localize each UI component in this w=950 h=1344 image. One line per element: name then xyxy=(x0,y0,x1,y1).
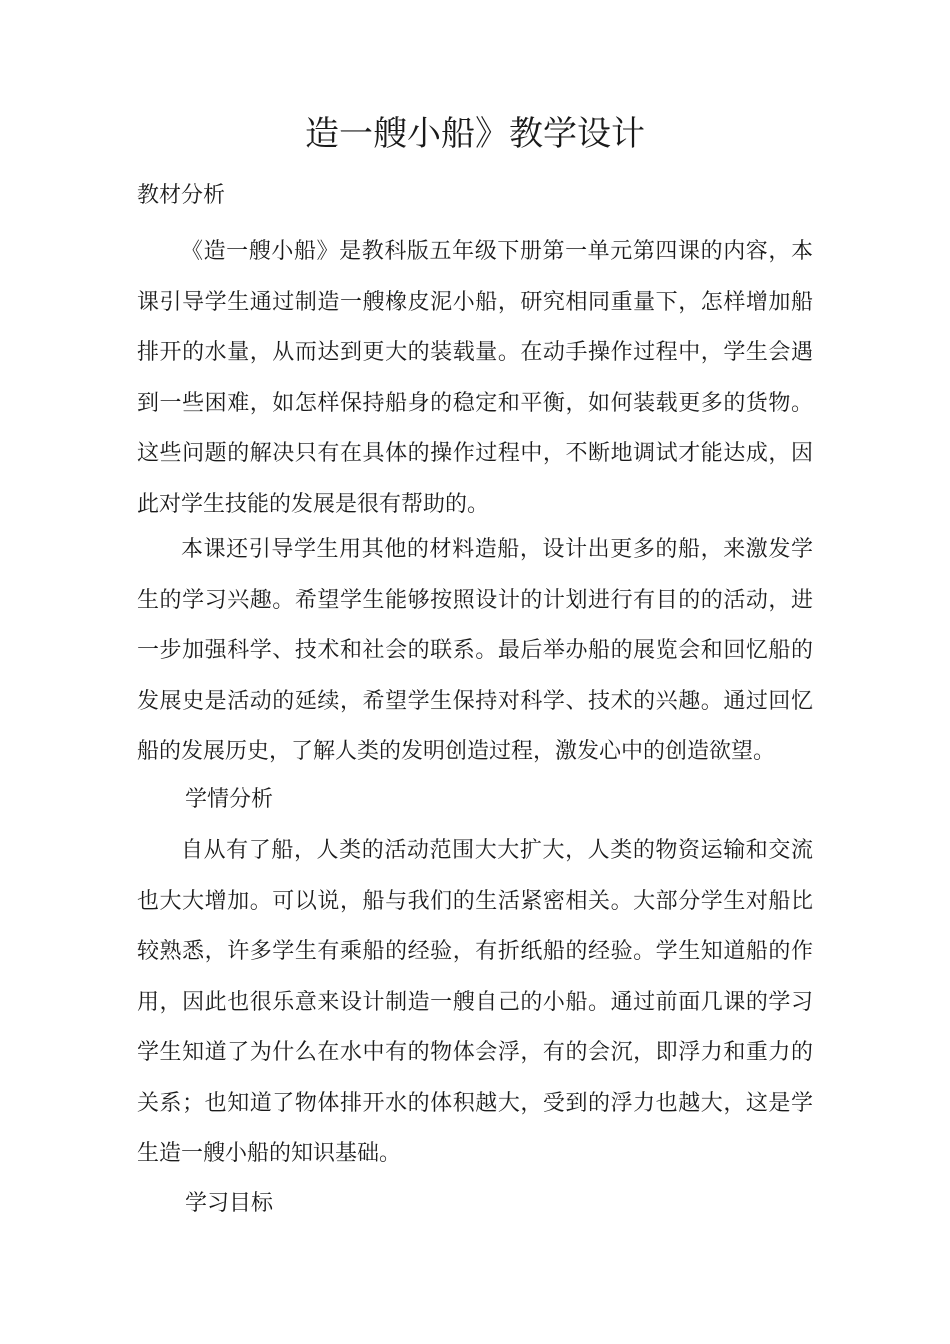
section-heading-student-analysis: 学情分析 xyxy=(185,787,274,812)
document-title: 造一艘小船》教学设计 xyxy=(305,114,645,154)
paragraph-textbook-analysis-1: 《造一艘小船》是教科版五年级下册第一单元第四课的内容，本课引导学生通过制造一艘橡皮泥小船，研究相同重量下，怎样增加船排开的水量，从而达到更大的装载量。在动手操作过程中，学生会遇到一些困难，如怎样保持船身的稳定和平衡，如何装载更多的货物。这些问题的解决只有在具体的操作过程中，不断地调试才能达成，因此对学生技能的发展是很有帮助的。 xyxy=(137,239,813,517)
paragraph-student-analysis-1: 自从有了船，人类的活动范围大大扩大，人类的物资运输和交流也大大增加。可以说，船与我们的生活紧密相关。大部分学生对船比较熟悉，许多学生有乘船的经验，有折纸船的经验。学生知道船的作用，因此也很乐意来设计制造一艘自己的小船。通过前面几课的学习学生知道了为什么在水中有的物体会浮，有的会沉，即浮力和重力的关系；也知道了物体排开水的体积越大，受到的浮力也越大，这是学生造一艘小船的知识基础。 xyxy=(137,838,813,1166)
section-heading-textbook-analysis: 教材分析 xyxy=(137,183,226,208)
section-heading-learning-objectives: 学习目标 xyxy=(185,1191,274,1216)
paragraph-textbook-analysis-2: 本课还引导学生用其他的材料造船，设计出更多的船，来激发学生的学习兴趣。希望学生能够按照设计的计划进行有目的的活动，进一步加强科学、技术和社会的联系。最后举办船的展览会和回忆船的发展史是活动的延续，希望学生保持对科学、技术的兴趣。通过回忆船的发展历史，了解人类的发明创造过程，激发心中的创造欲望。 xyxy=(137,537,813,764)
